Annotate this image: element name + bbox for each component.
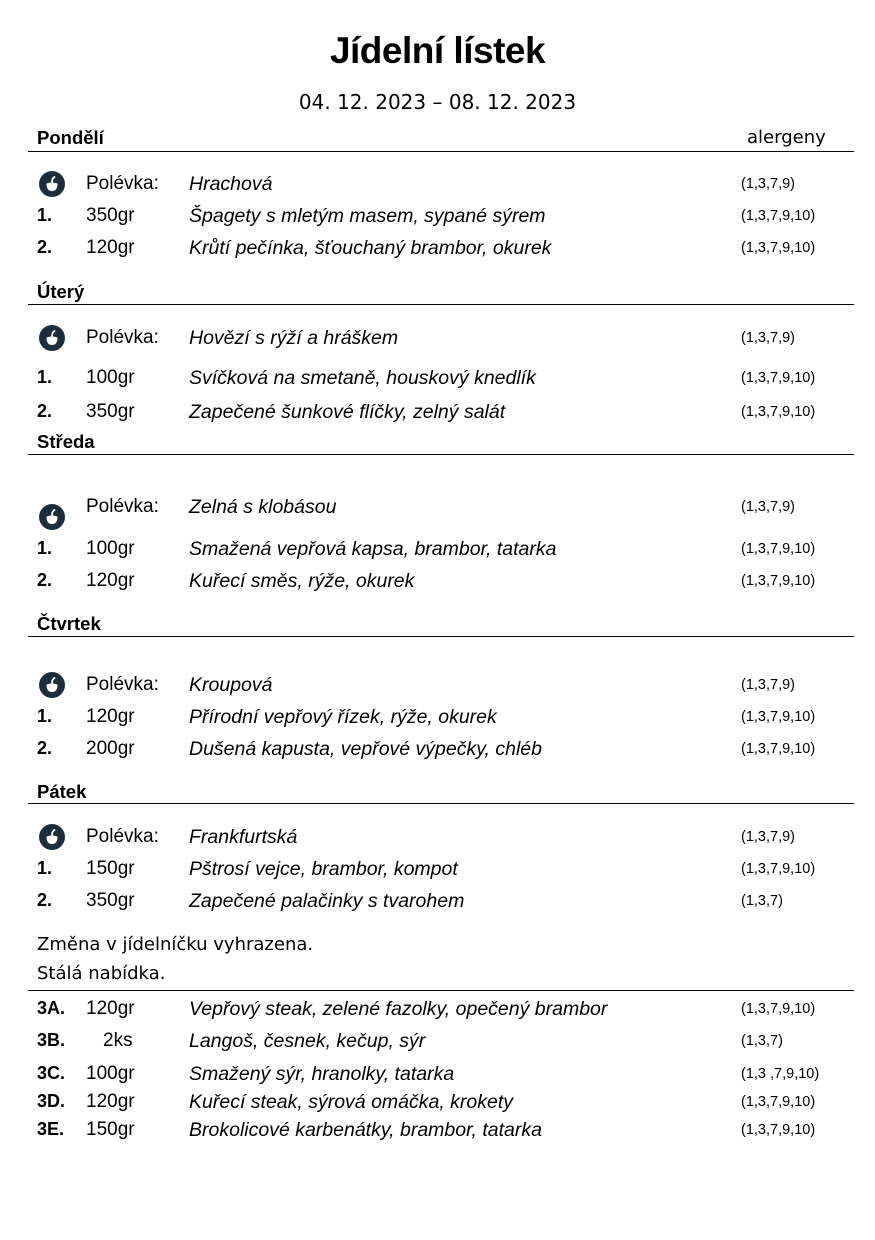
allergen-codes: (1,3,7) (741, 1033, 783, 1049)
item-number: 2. (37, 890, 53, 910)
item-quantity: 350gr (86, 205, 135, 226)
item-number: 1. (37, 367, 53, 387)
soup-label: Polévka: (86, 327, 159, 348)
menu-row-soup (0, 672, 875, 696)
soup-bowl-icon (38, 170, 66, 198)
allergen-codes: (1,3,7,9,10) (741, 370, 816, 386)
item-quantity: 120gr (86, 706, 135, 727)
day-heading-wednesday: Středa (37, 431, 95, 452)
soup-label: Polévka: (86, 496, 159, 517)
dish-name: Pštrosí vejce, brambor, kompot (189, 858, 458, 880)
allergen-codes: (1,3,7,9) (741, 176, 795, 192)
soup-bowl-icon (38, 324, 66, 352)
allergen-codes: (1,3,7,9) (741, 829, 795, 845)
standing-offer-heading: Stálá nabídka. (37, 963, 166, 984)
soup-label: Polévka: (86, 173, 159, 194)
day-heading-thursday: Čtvrtek (37, 613, 101, 634)
divider (28, 454, 854, 455)
item-quantity: 100gr (86, 538, 135, 559)
dish-name: Smažená vepřová kapsa, brambor, tatarka (189, 538, 557, 560)
menu-row-soup (0, 494, 875, 518)
dish-name: Langoš, česnek, kečup, sýr (189, 1030, 426, 1052)
allergen-codes: (1,3,7,9,10) (741, 1001, 816, 1017)
change-notice: Změna v jídelníčku vyhrazena. (37, 934, 314, 955)
item-number: 1. (37, 706, 53, 726)
dish-name: Frankfurtská (189, 826, 298, 848)
item-number: 3B. (37, 1030, 66, 1050)
allergen-codes: (1,3,7,9,10) (741, 541, 816, 557)
item-number: 2. (37, 237, 53, 257)
divider (28, 636, 854, 637)
menu-row-soup (0, 824, 875, 848)
item-number: 3E. (37, 1119, 65, 1139)
allergen-codes: (1,3,7,9,10) (741, 1122, 816, 1138)
allergen-codes: (1,3,7,9,10) (741, 208, 816, 224)
allergen-codes: (1,3,7,9,10) (741, 1094, 816, 1110)
dish-name: Kuřecí směs, rýže, okurek (189, 570, 415, 592)
menu-row (0, 736, 875, 760)
soup-label: Polévka: (86, 674, 159, 695)
menu-row (0, 203, 875, 227)
menu-row (0, 704, 875, 728)
item-quantity: 120gr (86, 1091, 135, 1112)
item-number: 2. (37, 401, 53, 421)
dish-name: Kuřecí steak, sýrová omáčka, krokety (189, 1091, 514, 1113)
item-number: 1. (37, 538, 53, 558)
page-title: Jídelní lístek (329, 30, 546, 71)
menu-row (0, 888, 875, 912)
item-number: 3D. (37, 1091, 66, 1111)
item-quantity: 2ks (103, 1030, 133, 1051)
allergen-codes: (1,3,7,9) (741, 499, 795, 515)
soup-bowl-icon (38, 671, 66, 699)
allergen-codes: (1,3,7) (741, 893, 783, 909)
soup-label: Polévka: (86, 826, 159, 847)
divider (28, 304, 854, 305)
dish-name: Zelná s klobásou (189, 496, 337, 518)
item-number: 3A. (37, 998, 66, 1018)
item-quantity: 100gr (86, 1063, 135, 1084)
menu-row (0, 536, 875, 560)
menu-row-soup (0, 325, 875, 349)
item-quantity: 150gr (86, 1119, 135, 1140)
allergen-codes: (1,3 ,7,9,10) (741, 1066, 820, 1082)
item-number: 2. (37, 570, 53, 590)
day-heading-friday: Pátek (37, 781, 87, 802)
item-quantity: 100gr (86, 367, 135, 388)
menu-row (0, 856, 875, 880)
item-quantity: 150gr (86, 858, 135, 879)
standing-row (0, 1061, 875, 1085)
dish-name: Hrachová (189, 173, 273, 195)
dish-name: Zapečené šunkové flíčky, zelný salát (189, 401, 506, 423)
item-quantity: 120gr (86, 570, 135, 591)
allergen-codes: (1,3,7,9,10) (741, 861, 816, 877)
menu-row (0, 235, 875, 259)
soup-bowl-icon (38, 823, 66, 851)
allergen-codes: (1,3,7,9,10) (741, 573, 816, 589)
dish-name: Smažený sýr, hranolky, tatarka (189, 1063, 455, 1085)
item-number: 1. (37, 205, 53, 225)
standing-row (0, 1089, 875, 1113)
allergen-codes: (1,3,7,9,10) (741, 404, 816, 420)
dish-name: Krůtí pečínka, šťouchaný brambor, okurek (189, 237, 552, 259)
item-quantity: 350gr (86, 401, 135, 422)
menu-row (0, 365, 875, 389)
dish-name: Hovězí s rýží a hráškem (189, 327, 399, 349)
item-quantity: 350gr (86, 890, 135, 911)
date-range: 04. 12. 2023 – 08. 12. 2023 (298, 90, 577, 114)
divider (28, 990, 854, 991)
dish-name: Špagety s mletým masem, sypané sýrem (189, 205, 546, 227)
soup-bowl-icon (38, 503, 66, 531)
menu-row-soup (0, 171, 875, 195)
dish-name: Přírodní vepřový řízek, rýže, okurek (189, 706, 497, 728)
item-number: 3C. (37, 1063, 66, 1083)
divider (28, 803, 854, 804)
dish-name: Vepřový steak, zelené fazolky, opečený brambor (189, 998, 608, 1020)
allergen-codes: (1,3,7,9) (741, 330, 795, 346)
allergen-header: alergeny (747, 127, 826, 148)
day-heading-tuesday: Úterý (37, 281, 85, 302)
allergen-codes: (1,3,7,9) (741, 677, 795, 693)
allergen-codes: (1,3,7,9,10) (741, 709, 816, 725)
standing-row (0, 996, 875, 1020)
item-number: 2. (37, 738, 53, 758)
standing-row (0, 1117, 875, 1141)
menu-row (0, 568, 875, 592)
dish-name: Zapečené palačinky s tvarohem (189, 890, 465, 912)
dish-name: Svíčková na smetaně, houskový knedlík (189, 367, 536, 389)
standing-row (0, 1028, 875, 1052)
menu-row (0, 399, 875, 423)
dish-name: Brokolicové karbenátky, brambor, tatarka (189, 1119, 542, 1141)
allergen-codes: (1,3,7,9,10) (741, 240, 816, 256)
day-heading-monday: Pondělí (37, 127, 104, 148)
item-quantity: 200gr (86, 738, 135, 759)
allergen-codes: (1,3,7,9,10) (741, 741, 816, 757)
item-number: 1. (37, 858, 53, 878)
divider (28, 151, 854, 152)
dish-name: Dušená kapusta, vepřové výpečky, chléb (189, 738, 542, 760)
item-quantity: 120gr (86, 237, 135, 258)
item-quantity: 120gr (86, 998, 135, 1019)
dish-name: Kroupová (189, 674, 273, 696)
